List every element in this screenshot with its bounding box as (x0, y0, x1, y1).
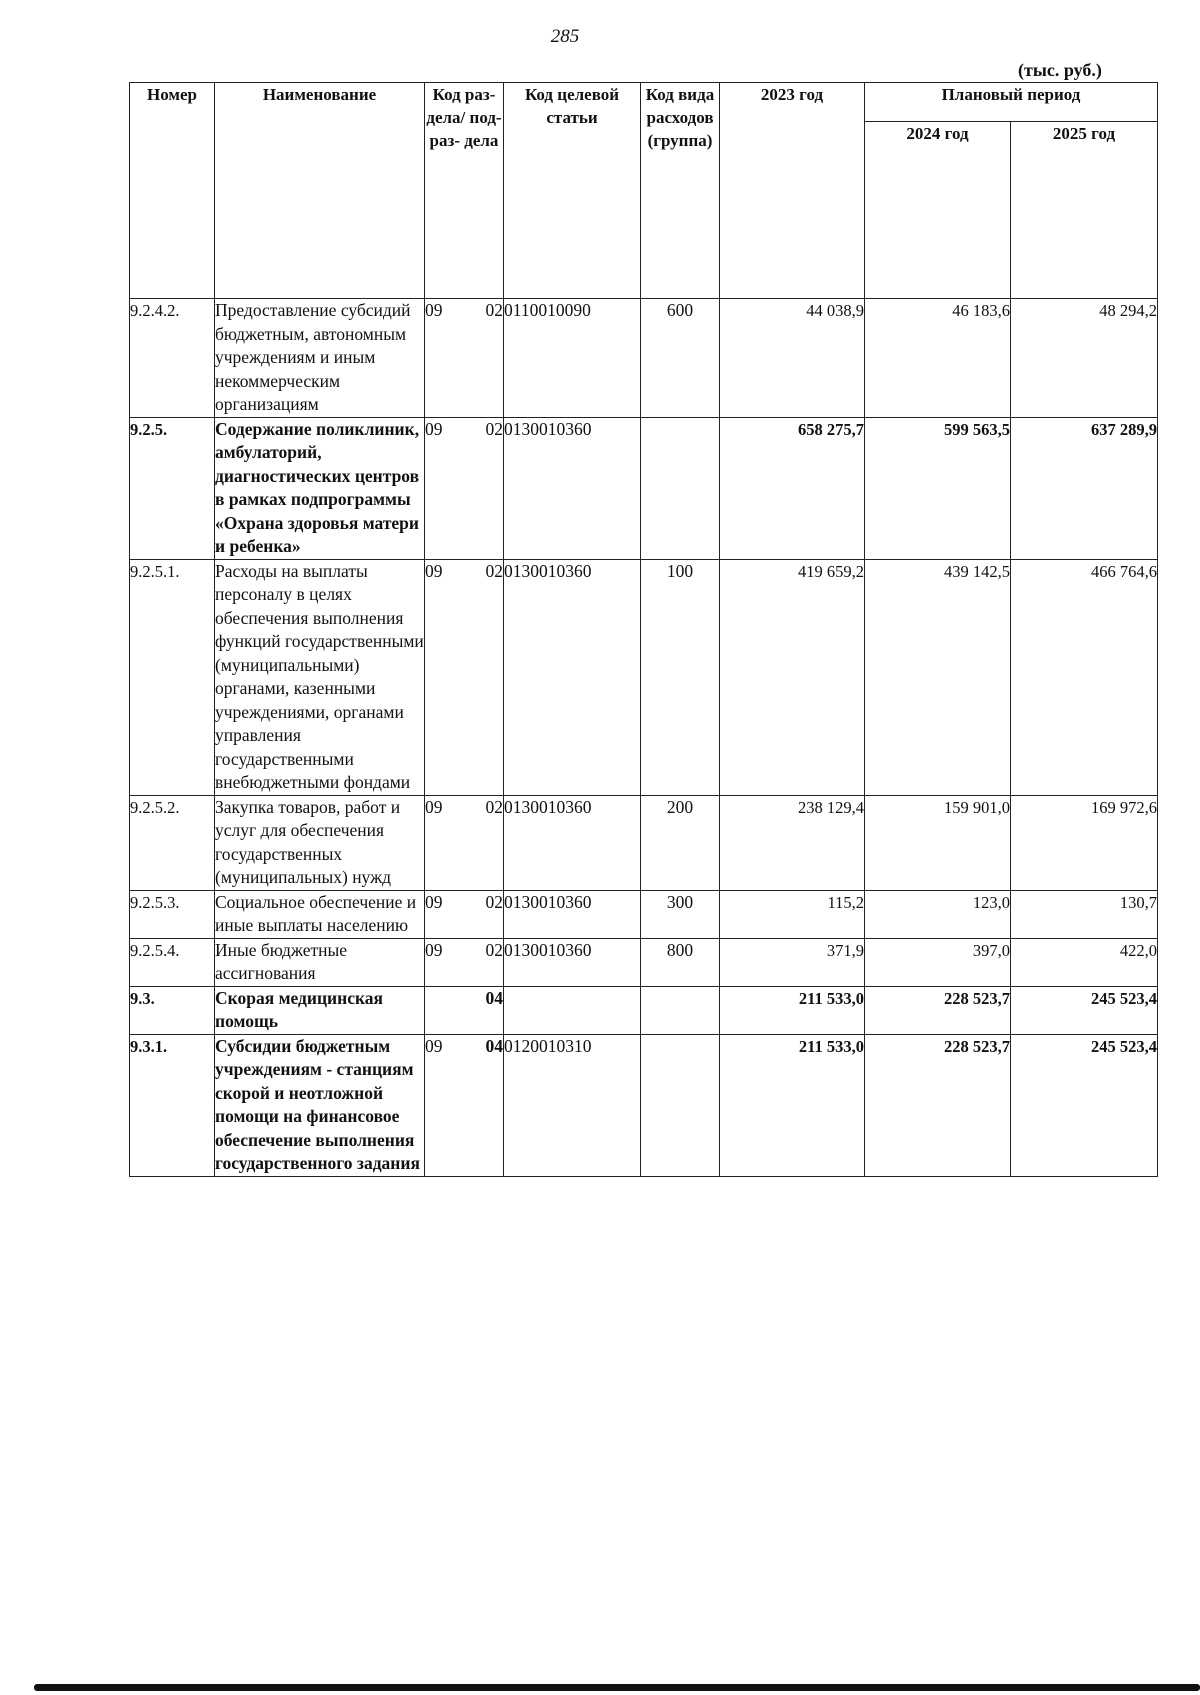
table-row (130, 890, 1158, 938)
razdel-code: 09 (425, 560, 443, 581)
row-value-2025: 169 972,6 (1011, 795, 1158, 890)
budget-table (129, 82, 1158, 1177)
podrazdel-code: 02 (485, 418, 503, 439)
row-value-2024: 439 142,5 (865, 559, 1011, 795)
row-target-code (504, 986, 641, 1034)
row-name: Содержание поликлиник, амбулаторий, диагностических центров в рамках подпрограммы «Охрана здоровья матери и ребенка» (215, 417, 425, 559)
row-division-code (425, 559, 504, 795)
row-number: 9.2.5.4. (130, 938, 215, 986)
row-value-2024: 599 563,5 (865, 417, 1011, 559)
row-value-2025: 245 523,4 (1011, 986, 1158, 1034)
row-value-2024: 228 523,7 (865, 1034, 1011, 1176)
header-expense-kind-code: Код вида расходов (группа) (641, 83, 720, 299)
row-division-code (425, 986, 504, 1034)
podrazdel-code: 02 (485, 560, 503, 581)
podrazdel-code: 02 (485, 796, 503, 817)
podrazdel-code: 02 (485, 300, 503, 320)
razdel-code: 09 (425, 300, 443, 320)
row-division-code (425, 795, 504, 890)
units-label: (тыс. руб.) (1018, 60, 1102, 80)
razdel-code: 09 (425, 1035, 443, 1056)
header-number: Номер (130, 83, 215, 299)
row-division-code (425, 938, 504, 986)
row-division-code (425, 1034, 504, 1176)
razdel-code: 09 (425, 939, 443, 960)
row-number: 9.3. (130, 986, 215, 1034)
row-value-2025: 48 294,2 (1011, 299, 1158, 418)
table-row (130, 938, 1158, 986)
row-value-2023: 115,2 (720, 890, 865, 938)
footer-rule (34, 1684, 1200, 1691)
row-target-code: 0110010090 (504, 299, 641, 418)
row-target-code: 0130010360 (504, 559, 641, 795)
header-year-2025: 2025 год (1011, 122, 1158, 299)
row-target-code: 0130010360 (504, 890, 641, 938)
row-name: Субсидии бюджетным учреждениям - станциям скорой и неотложной помощи на финансовое обеспечение выполнения государственного задания (215, 1034, 425, 1176)
row-name: Расходы на выплаты персоналу в целях обеспечения выполнения функций государственными (муниципальными) органами, казенными учреждениями, органами управления государственными внебюджетными фондами (215, 559, 425, 795)
row-value-2025: 466 764,6 (1011, 559, 1158, 795)
row-expense-kind: 800 (641, 938, 720, 986)
row-expense-kind: 100 (641, 559, 720, 795)
row-value-2024: 159 901,0 (865, 795, 1011, 890)
row-value-2025: 245 523,4 (1011, 1034, 1158, 1176)
row-target-code: 0120010310 (504, 1034, 641, 1176)
row-value-2023: 658 275,7 (720, 417, 865, 559)
row-name: Скорая медицинская помощь (215, 986, 425, 1034)
row-value-2024: 228 523,7 (865, 986, 1011, 1034)
row-value-2024: 123,0 (865, 890, 1011, 938)
row-number: 9.2.5.2. (130, 795, 215, 890)
table-row (130, 299, 1158, 418)
row-expense-kind (641, 417, 720, 559)
razdel-code: 09 (425, 796, 443, 817)
row-value-2025: 637 289,9 (1011, 417, 1158, 559)
row-value-2024: 46 183,6 (865, 299, 1011, 418)
row-value-2025: 130,7 (1011, 890, 1158, 938)
row-expense-kind (641, 986, 720, 1034)
razdel-code: 09 (425, 418, 443, 439)
row-value-2023: 211 533,0 (720, 1034, 865, 1176)
header-target-code: Код целевой статьи (504, 83, 641, 299)
table-row (130, 795, 1158, 890)
row-value-2023: 44 038,9 (720, 299, 865, 418)
row-number: 9.2.5.1. (130, 559, 215, 795)
header-division-code: Код раз- дела/ под- раз- дела (425, 83, 504, 299)
header-year-2023: 2023 год (720, 83, 865, 299)
row-expense-kind: 200 (641, 795, 720, 890)
podrazdel-code: 02 (485, 939, 503, 960)
row-number: 9.3.1. (130, 1034, 215, 1176)
row-target-code: 0130010360 (504, 417, 641, 559)
row-expense-kind: 300 (641, 890, 720, 938)
row-number: 9.2.5.3. (130, 890, 215, 938)
row-number: 9.2.4.2. (130, 299, 215, 418)
table-row (130, 417, 1158, 559)
header-name: Наименование (215, 83, 425, 299)
row-number: 9.2.5. (130, 417, 215, 559)
header-row (130, 83, 1158, 122)
table-row (130, 1034, 1158, 1176)
row-target-code: 0130010360 (504, 795, 641, 890)
row-value-2023: 238 129,4 (720, 795, 865, 890)
row-expense-kind: 600 (641, 299, 720, 418)
header-planned-period: Плановый период (865, 83, 1158, 122)
row-name: Предоставление субсидий бюджетным, автономным учреждениям и иным некоммерческим организациям (215, 299, 425, 418)
row-expense-kind (641, 1034, 720, 1176)
row-target-code: 0130010360 (504, 938, 641, 986)
row-division-code (425, 890, 504, 938)
row-division-code (425, 299, 504, 418)
podrazdel-code: 02 (485, 891, 503, 912)
row-value-2023: 419 659,2 (720, 559, 865, 795)
header-year-2024: 2024 год (865, 122, 1011, 299)
row-value-2023: 211 533,0 (720, 986, 865, 1034)
row-value-2025: 422,0 (1011, 938, 1158, 986)
page-number: 285 (550, 26, 580, 47)
table-row (130, 559, 1158, 795)
podrazdel-code: 04 (485, 1035, 503, 1056)
table-row (130, 986, 1158, 1034)
row-division-code (425, 417, 504, 559)
row-name: Социальное обеспечение и иные выплаты населению (215, 890, 425, 938)
row-value-2023: 371,9 (720, 938, 865, 986)
razdel-code: 09 (425, 891, 443, 912)
row-name: Иные бюджетные ассигнования (215, 938, 425, 986)
row-value-2024: 397,0 (865, 938, 1011, 986)
podrazdel-code: 04 (485, 987, 503, 1008)
row-name: Закупка товаров, работ и услуг для обеспечения государственных (муниципальных) нужд (215, 795, 425, 890)
